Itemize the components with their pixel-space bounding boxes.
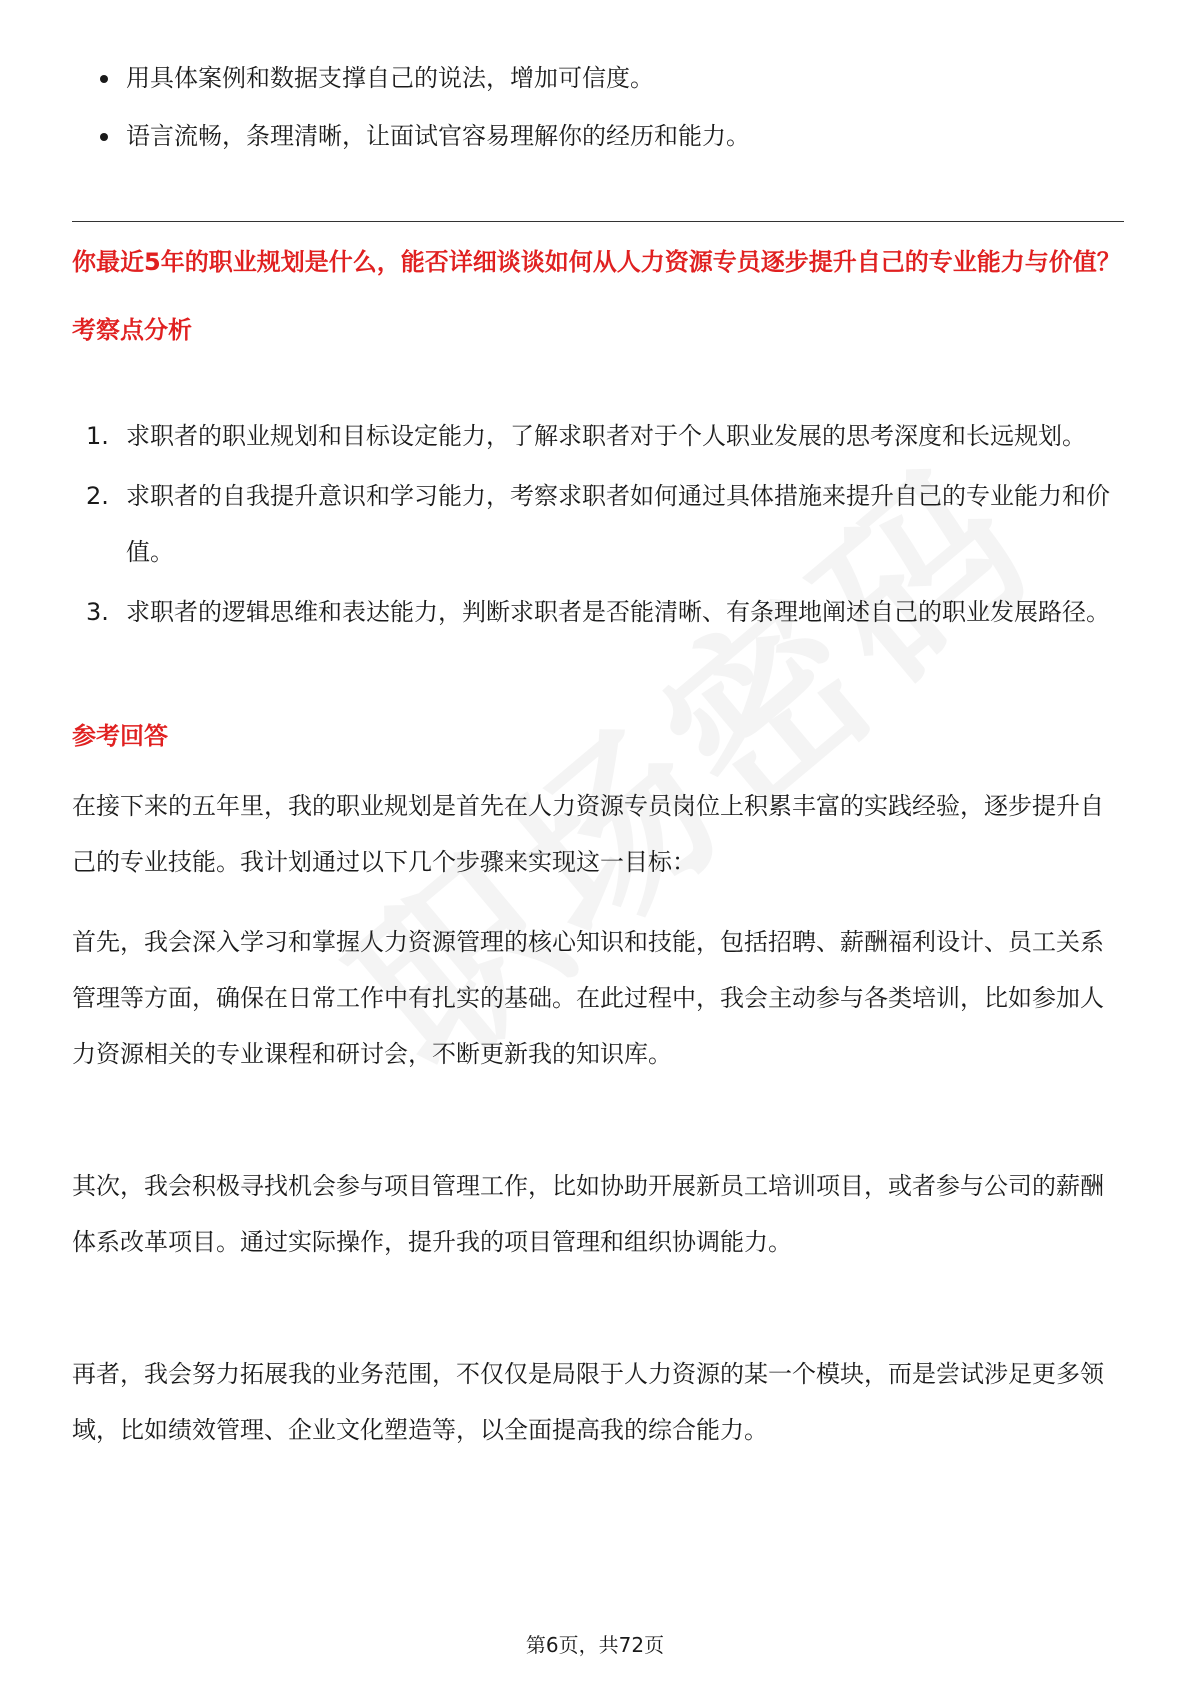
- bullet-dot-icon: [100, 133, 108, 141]
- item-number: 2.: [86, 482, 109, 510]
- answer-paragraph: 其次，我会积极寻找机会参与项目管理工作，比如协助开展新员工培训项目，或者参与公司的薪酬体系改革项目。通过实际操作，提升我的项目管理和组织协调能力。: [72, 1172, 1104, 1256]
- answer-paragraph: 在接下来的五年里，我的职业规划是首先在人力资源专员岗位上积累丰富的实践经验，逐步提升自己的专业技能。我计划通过以下几个步骤来实现这一目标：: [72, 792, 1104, 876]
- bullet-dot-icon: [100, 75, 108, 83]
- item-text: 求职者的职业规划和目标设定能力，了解求职者对于个人职业发展的思考深度和长远规划。: [126, 422, 1086, 450]
- bullet-text: 语言流畅，条理清晰，让面试官容易理解你的经历和能力。: [126, 122, 750, 150]
- bullet-item: [72, 118, 1122, 154]
- item-number: 1.: [86, 422, 109, 450]
- section-divider: [72, 221, 1124, 222]
- answer-heading: 参考回答: [72, 722, 168, 750]
- item-text: 求职者的逻辑思维和表达能力，判断求职者是否能清晰、有条理地阐述自己的职业发展路径。: [126, 598, 1110, 626]
- analysis-heading: 考察点分析: [72, 316, 192, 344]
- page-number: 第6页，共72页: [525, 1633, 665, 1657]
- analysis-list: [72, 408, 1132, 644]
- answer-paragraph: 首先，我会深入学习和掌握人力资源管理的核心知识和技能，包括招聘、薪酬福利设计、员工关系管理等方面，确保在日常工作中有扎实的基础。在此过程中，我会主动参与各类培训，比如参加人力资源相关的专业课程和研讨会，不断更新我的知识库。: [72, 928, 1104, 1068]
- analysis-item: [72, 584, 1132, 640]
- bullet-item: [72, 60, 1122, 96]
- answer-paragraph: 再者，我会努力拓展我的业务范围，不仅仅是局限于人力资源的某一个模块，而是尝试涉足更多领域，比如绩效管理、企业文化塑造等，以全面提高我的综合能力。: [72, 1360, 1104, 1444]
- bullet-list: [72, 60, 1122, 176]
- item-number: 3.: [86, 598, 109, 626]
- question-heading: 你最近5年的职业规划是什么，能否详细谈谈如何从人力资源专员逐步提升自己的专业能力与价值？: [72, 248, 1121, 276]
- item-text: 求职者的自我提升意识和学习能力，考察求职者如何通过具体措施来提升自己的专业能力和价值。: [126, 482, 1110, 566]
- analysis-item: [72, 408, 1132, 464]
- bullet-text: 用具体案例和数据支撑自己的说法，增加可信度。: [126, 64, 654, 92]
- analysis-item: [72, 468, 1132, 580]
